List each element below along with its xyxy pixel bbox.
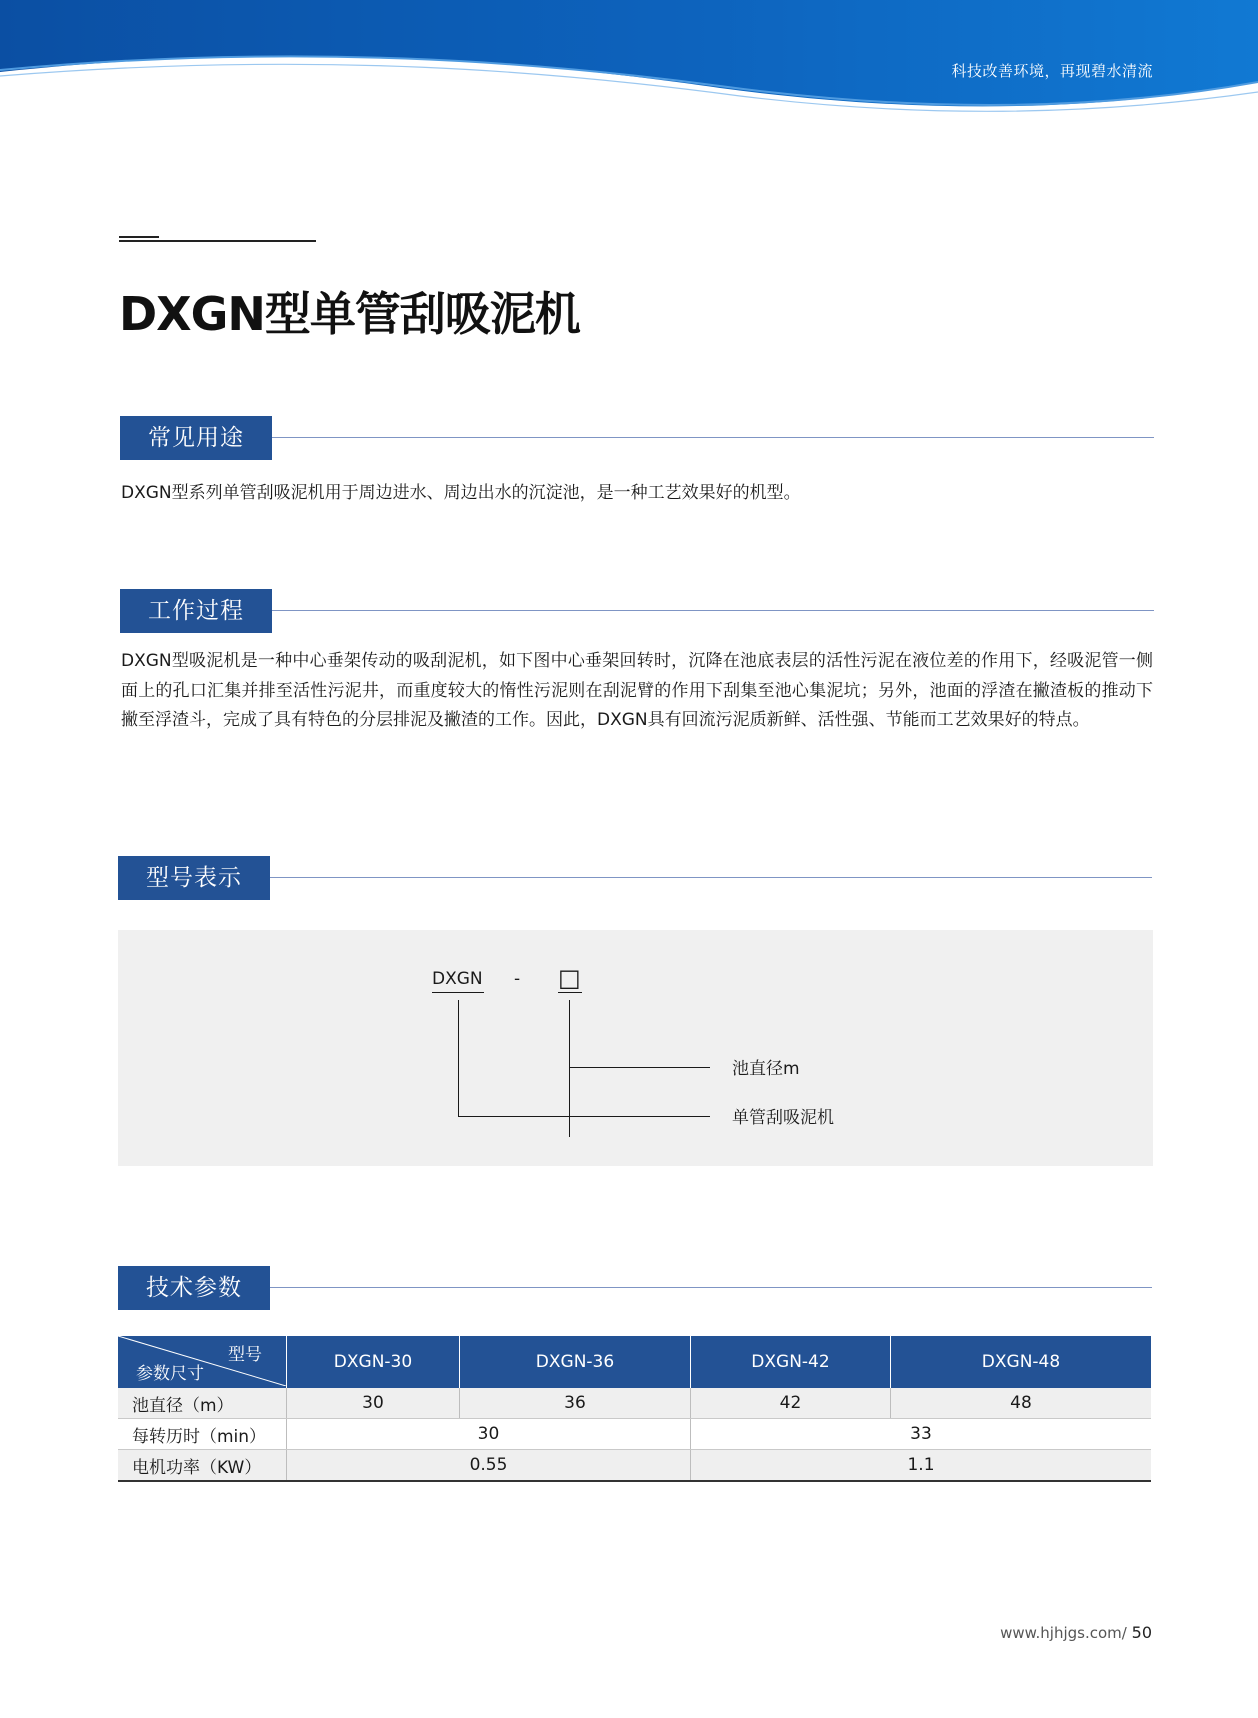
- model-column-header: DXGN-42: [691, 1336, 891, 1388]
- diameter-note: 池直径m: [732, 1059, 800, 1079]
- spec-table: [118, 1336, 1151, 1482]
- table-cell: 30: [287, 1419, 691, 1450]
- table-cell: 42: [691, 1388, 891, 1419]
- table-cell: 33: [691, 1419, 1152, 1450]
- usage-text: DXGN型系列单管刮吸泥机用于周边进水、周边出水的沉淀池，是一种工艺效果好的机型。: [121, 483, 801, 503]
- corner-cell: [118, 1336, 287, 1388]
- type-note: 单管刮吸泥机: [732, 1108, 834, 1128]
- row-label: 电机功率（KW）: [118, 1450, 287, 1482]
- section-divider: [270, 1287, 1152, 1288]
- table-cell: 1.1: [691, 1450, 1152, 1482]
- footer-url: www.hjhjgs.com/: [1000, 1624, 1127, 1642]
- model-placeholder-box: □: [558, 964, 581, 992]
- model-column-header: DXGN-30: [287, 1336, 460, 1388]
- model-prefix: DXGN: [432, 969, 483, 989]
- spec-header-row: [118, 1336, 1151, 1388]
- diameter-connector-horizontal: [569, 1067, 710, 1068]
- table-cell: 30: [287, 1388, 460, 1419]
- row-label: 每转历时（min）: [118, 1419, 287, 1450]
- corner-top-label: 型号: [228, 1345, 262, 1365]
- header-slogan: 科技改善环境，再现碧水清流: [951, 62, 1153, 80]
- table-row: [118, 1388, 1151, 1419]
- table-cell: 48: [891, 1388, 1152, 1419]
- section-divider: [272, 610, 1154, 611]
- corner-bottom-label: 参数尺寸: [136, 1364, 204, 1384]
- section-usage-header: [120, 416, 1154, 460]
- section-process-label: 工作过程: [120, 589, 272, 633]
- table-row: [118, 1419, 1151, 1450]
- section-divider: [270, 877, 1152, 878]
- process-text: DXGN型吸泥机是一种中心垂架传动的吸刮泥机，如下图中心垂架回转时，沉降在池底表层的活性污泥在液位差的作用下，经吸泥管一侧面上的孔口汇集并排至活性污泥井，而重度较大的惰性污泥则在刮泥臂的作用下刮集至池心集泥坑；另外，池面的浮渣在撇渣板的推动下撇至浮渣斗，完成了具有特色的分层排泥及撇渣的工作。因此，DXGN具有回流污泥质新鲜、活性强、节能而工艺效果好的特点。: [121, 651, 1153, 730]
- section-model-label: 型号表示: [118, 856, 270, 900]
- page-number: 50: [1131, 1623, 1152, 1642]
- placeholder-underline: [558, 992, 582, 993]
- table-cell: 0.55: [287, 1450, 691, 1482]
- section-specs-header: [118, 1266, 1152, 1310]
- page-title: DXGN型单管刮吸泥机: [119, 287, 580, 341]
- section-divider: [272, 437, 1154, 438]
- title-rule: [119, 240, 316, 242]
- section-usage-label: 常见用途: [120, 416, 272, 460]
- title-rule-accent: [119, 236, 159, 238]
- model-dash: -: [514, 969, 521, 989]
- table-cell: 36: [460, 1388, 691, 1419]
- model-designation-box: [118, 930, 1153, 1166]
- table-row: [118, 1450, 1151, 1482]
- page-footer: [1000, 1623, 1152, 1642]
- prefix-underline: [432, 992, 484, 993]
- type-connector-horizontal: [458, 1116, 710, 1117]
- type-connector-vertical: [458, 1000, 459, 1117]
- row-label: 池直径（m）: [118, 1388, 287, 1419]
- section-model-header: [118, 856, 1152, 900]
- section-specs-label: 技术参数: [118, 1266, 270, 1310]
- section-process-header: [120, 589, 1154, 633]
- model-column-header: DXGN-36: [460, 1336, 691, 1388]
- model-column-header: DXGN-48: [891, 1336, 1152, 1388]
